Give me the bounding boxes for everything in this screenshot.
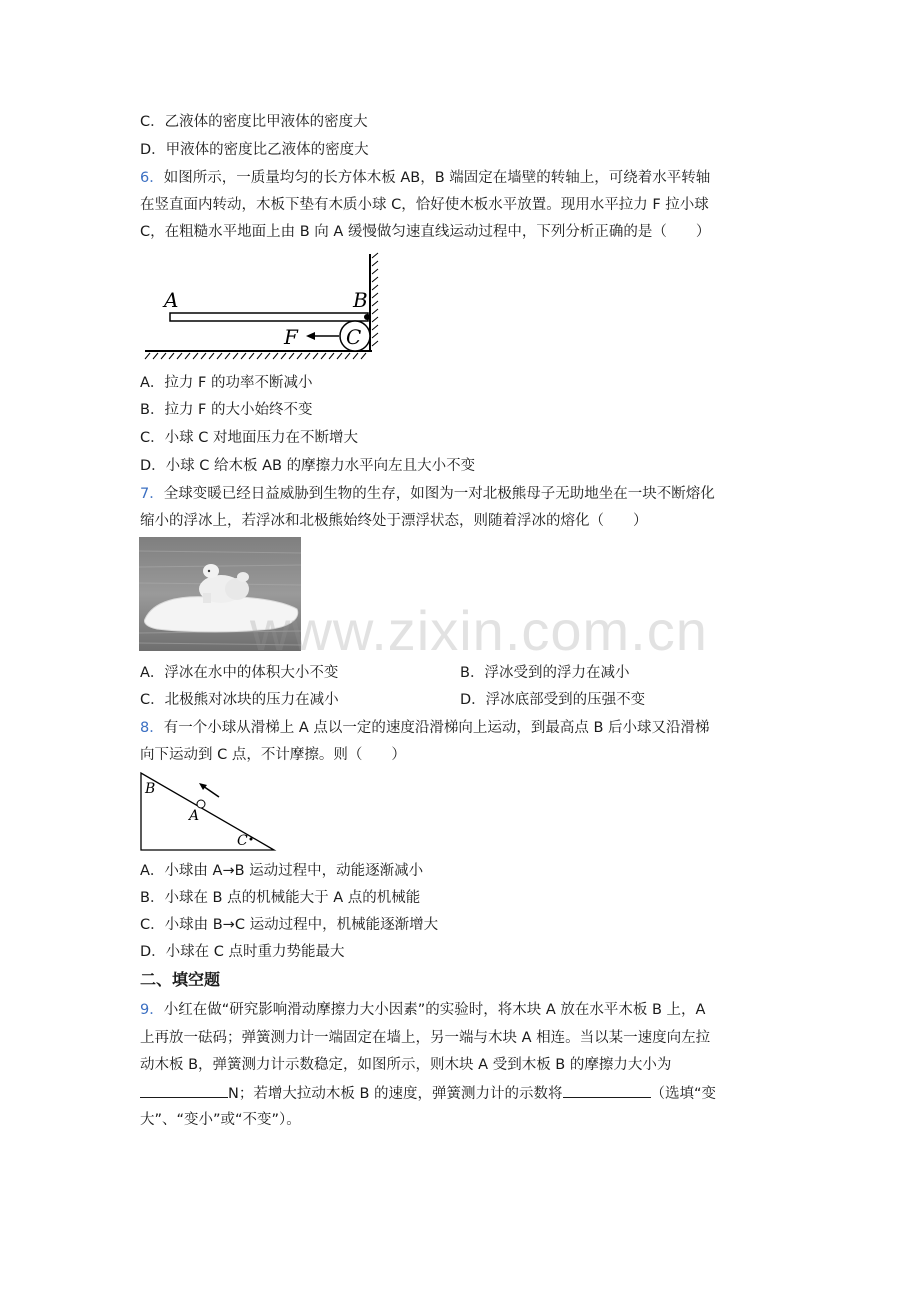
q8-stem-line1 — [140, 718, 710, 738]
q6-label-b: B — [353, 288, 368, 312]
q7-stem-line2: 缩小的浮冰上，若浮冰和北极熊始终处于漂浮状态，则随着浮冰的熔化（ ） — [140, 513, 648, 529]
q7-option-d: D．浮冰底部受到的压强不变 — [460, 692, 646, 708]
q7-stem-line1 — [140, 484, 715, 504]
q9-stem-line4 — [140, 1083, 716, 1104]
q5-option-c: C．乙液体的密度比甲液体的密度大 — [140, 114, 368, 130]
answer-blank-1[interactable] — [140, 1083, 228, 1098]
q6-stem-line3: C，在粗糙水平地面上由 B 向 A 缓慢做匀速直线运动过程中，下列分析正确的是（ ） — [140, 224, 711, 240]
q8-figure-slide — [139, 771, 279, 853]
q8-label-a: A — [189, 808, 200, 824]
q6-figure-lever — [140, 250, 385, 362]
q7-option-c: C．北极熊对冰块的压力在减小 — [140, 692, 339, 708]
q7-number: 7． — [140, 486, 164, 502]
q6-option-b: B．拉力 F 的大小始终不变 — [140, 402, 313, 418]
q9-stem-text4a: N；若增大拉动木板 B 的速度，弹簧测力计的示数将 — [228, 1086, 563, 1102]
answer-blank-2[interactable] — [563, 1083, 651, 1098]
q7-option-a: A．浮冰在水中的体积大小不变 — [140, 665, 339, 681]
q6-option-c: C．小球 C 对地面压力在不断增大 — [140, 430, 358, 446]
q6-number: 6． — [140, 170, 164, 186]
q6-label-f: F — [284, 325, 298, 349]
q8-option-b: B．小球在 B 点的机械能大于 A 点的机械能 — [140, 890, 421, 906]
q7-stem-text1: 全球变暖已经日益威胁到生物的生存，如图为一对北极熊母子无助地坐在一块不断熔化 — [163, 486, 715, 502]
q8-stem-line2: 向下运动到 C 点，不计摩擦。则（ ） — [140, 747, 406, 763]
q9-stem-line3: 动木板 B，弹簧测力计示数稳定，如图所示，则木块 A 受到木板 B 的摩擦力大小为 — [140, 1057, 672, 1073]
q8-label-b: B — [145, 781, 156, 797]
q7-option-b: B．浮冰受到的浮力在减小 — [460, 665, 630, 681]
q8-number: 8． — [140, 720, 164, 736]
q8-label-c: C — [237, 833, 248, 849]
q6-stem-text1: 如图所示，一质量均匀的长方体木板 AB，B 端固定在墙壁的转轴上，可绕着水平转轴 — [163, 170, 711, 186]
q6-stem-line1 — [140, 168, 710, 188]
q9-number: 9． — [140, 1002, 164, 1018]
watermark: www.zixin.com.cn — [250, 599, 708, 662]
q8-option-a: A．小球由 A→B 运动过程中，动能逐渐减小 — [140, 863, 424, 879]
q8-stem-text1: 有一个小球从滑梯上 A 点以一定的速度沿滑梯向上运动，到最高点 B 后小球又沿滑梯 — [163, 720, 710, 736]
section-heading: 二、填空题 — [140, 970, 221, 989]
q9-stem-line2: 上再放一砝码；弹簧测力计一端固定在墙上，另一端与木块 A 相连。当以某一速度向左拉 — [140, 1030, 711, 1046]
q9-stem-text4b: （选填“变 — [650, 1086, 717, 1102]
q9-stem-text1: 小红在做“研究影响滑动摩擦力大小因素”的实验时，将木块 A 放在水平木板 B 上，A — [163, 1002, 706, 1018]
q6-stem-line2: 在竖直面内转动，木板下垫有木质小球 C，恰好使木板水平放置。现用水平拉力 F 拉小球 — [140, 197, 709, 213]
q6-option-d: D．小球 C 给木板 AB 的摩擦力水平向左且大小不变 — [140, 458, 476, 474]
q8-option-d: D．小球在 C 点时重力势能最大 — [140, 944, 345, 960]
q6-option-a: A．拉力 F 的功率不断减小 — [140, 375, 313, 391]
q6-label-a: A — [164, 288, 179, 312]
q9-stem-line5: 大”、“变小”或“不变”）。 — [140, 1112, 301, 1128]
q5-option-d: D．甲液体的密度比乙液体的密度大 — [140, 142, 369, 158]
q9-stem-line1 — [140, 1000, 705, 1020]
q6-label-c: C — [346, 325, 362, 349]
q8-option-c: C．小球由 B→C 运动过程中，机械能逐渐增大 — [140, 917, 439, 933]
